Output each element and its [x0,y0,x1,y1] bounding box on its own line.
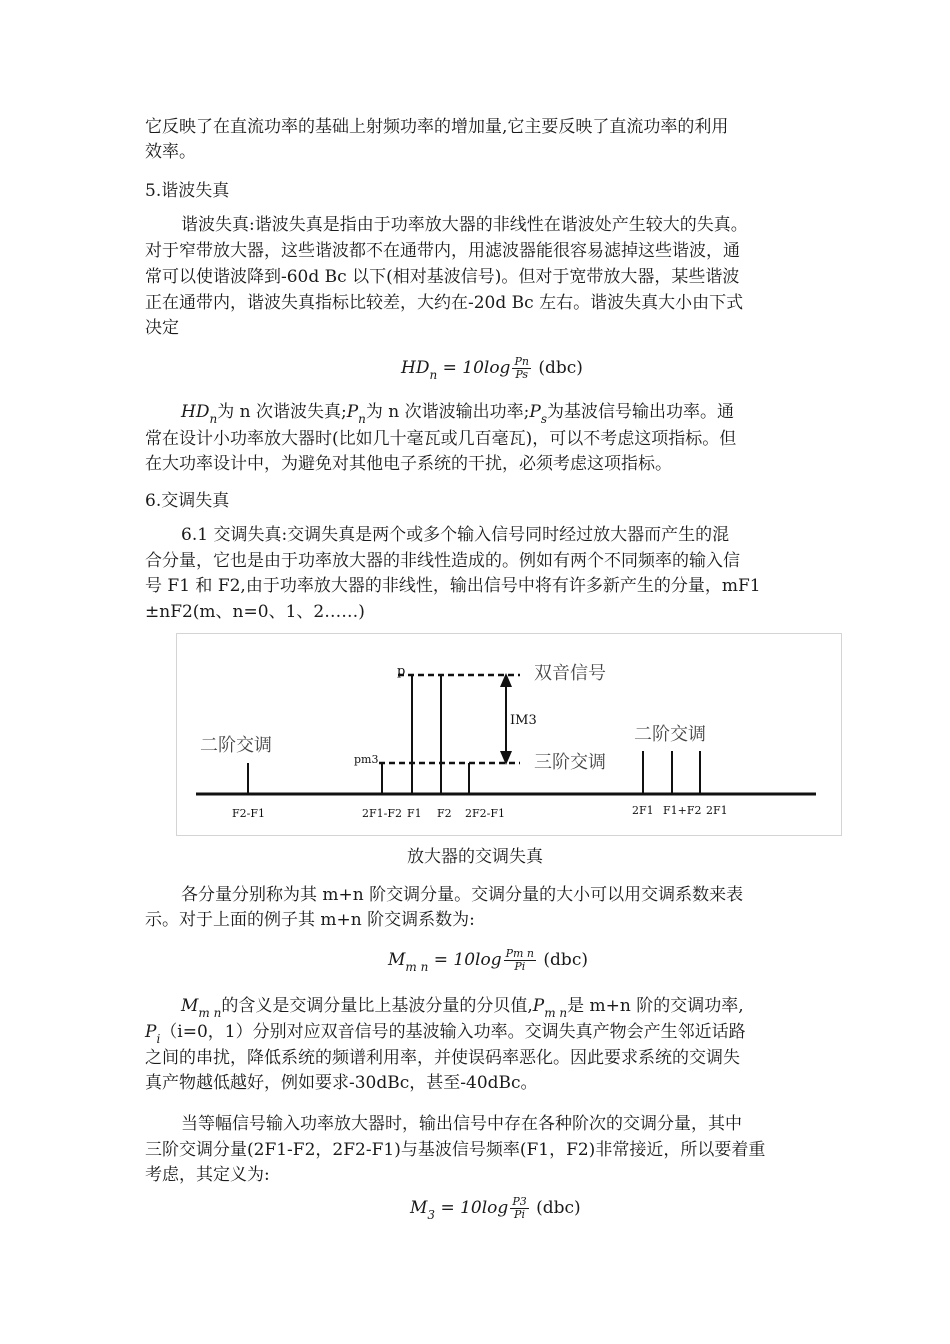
equation-m3: $M_3 = 10\log$ $\frac{P3}{Pi}$ (dbc) [410,1195,581,1222]
text-line: 效率。 [145,142,196,162]
tick-label: 2F2-F1 [465,807,505,820]
text-line: 各分量分别称为其 m+n 阶交调分量。交调分量的大小可以用交调系数来表 [181,885,744,905]
intermod-diagram [176,633,842,836]
label-p: p [397,664,406,679]
figure-caption: 放大器的交调失真 [407,847,543,867]
text-line: 合分量，它也是由于功率放大器的非线性造成的。例如有两个不同频率的输入信 [145,551,740,571]
text-line: 之间的串扰，降低系统的频谱利用率，并使误码率恶化。因此要求系统的交调失 [145,1048,740,1068]
text-line: 当等幅信号输入功率放大器时，输出信号中存在各种阶次的交调分量，其中 [181,1114,742,1134]
equation-mmn: $M_{m n} = 10\log$ $\frac{\text{Pm n}}{Pi}$ (dbc) [388,947,588,974]
tick-label: 2F1-F2 [362,807,402,820]
text-line: 谐波失真:谐波失真是指由于功率放大器的非线性在谐波处产生较大的失真。 [181,215,748,235]
tick-label: F2 [437,807,452,820]
text-line: 它反映了在直流功率的基础上射频功率的增加量,它主要反映了直流功率的利用 [145,117,729,137]
tick-label: F1+F2 [663,804,702,817]
text-line: 常在设计小功率放大器时(比如几十毫瓦或几百毫瓦)，可以不考虑这项指标。但 [145,429,737,449]
text-line: 在大功率设计中，为避免对其他电子系统的干扰，必须考虑这项指标。 [145,454,672,474]
text-line: 真产物越低越好，例如要求-30dBc，甚至-40dBc。 [145,1073,538,1093]
text-line: 考虑，其定义为: [145,1165,270,1185]
label-second-order-right: 二阶交调 [634,724,706,745]
tick-label: F2-F1 [232,807,265,820]
text-line: 示。对于上面的例子其 m+n 阶交调系数为: [145,910,475,930]
text-line: $P_i(i=0$，1）分别对应双音信号的基波输入功率。交调失真产物会产生邻近话路 [145,1022,746,1046]
section-heading: 6.交调失真 [145,491,230,511]
text-line: $M_{m n}$的含义是交调分量比上基波分量的分贝值$,P_{m n}$是 m+n 阶的交调功率, [181,996,744,1020]
text-line: 6.1 交调失真:交调失真是两个或多个输入信号同时经过放大器而产生的混 [181,525,730,545]
tick-label: 2F1 [706,804,728,817]
label-two-tone: 双音信号 [534,663,606,684]
text-line: 号 F1 和 F2,由于功率放大器的非线性，输出信号中将有许多新产生的分量，mF1 [145,576,761,596]
text-line: 对于窄带放大器，这些谐波都不在通带内，用滤波器能很容易滤掉这些谐波，通 [145,241,740,261]
tick-label: F1 [407,807,422,820]
text-line: 正在通带内，谐波失真指标比较差，大约在-20d Bc 左右。谐波失真大小由下式 [145,293,744,313]
text-line: 常可以使谐波降到-60d Bc 以下(相对基波信号)。但对于宽带放大器，某些谐波 [145,267,740,287]
section-heading: 5.谐波失真 [145,181,230,201]
text-line: $HD_n$为 n 次谐波失真$;P_n$为 n 次谐波输出功率$;P_s$为基波信号输出功率。通 [181,402,734,426]
figure-frame [177,634,842,836]
text-line: 三阶交调分量(2F1-F2，2F2-F1)与基波信号频率(F1，F2)非常接近，所以要着重 [145,1140,766,1160]
label-pm3: pm3 [354,753,379,766]
text-line: 决定 [145,318,179,338]
text-line: ±nF2(m、n=0、1、2……) [145,602,365,622]
label-second-order-left: 二阶交调 [200,735,272,756]
label-third-order: 三阶交调 [534,752,606,773]
equation-hd: $HD_n = 10\log$ $\frac{Pn}{Ps}$ (dbc) [401,355,583,382]
tick-label: 2F1 [632,804,654,817]
label-im3: IM3 [510,713,537,728]
